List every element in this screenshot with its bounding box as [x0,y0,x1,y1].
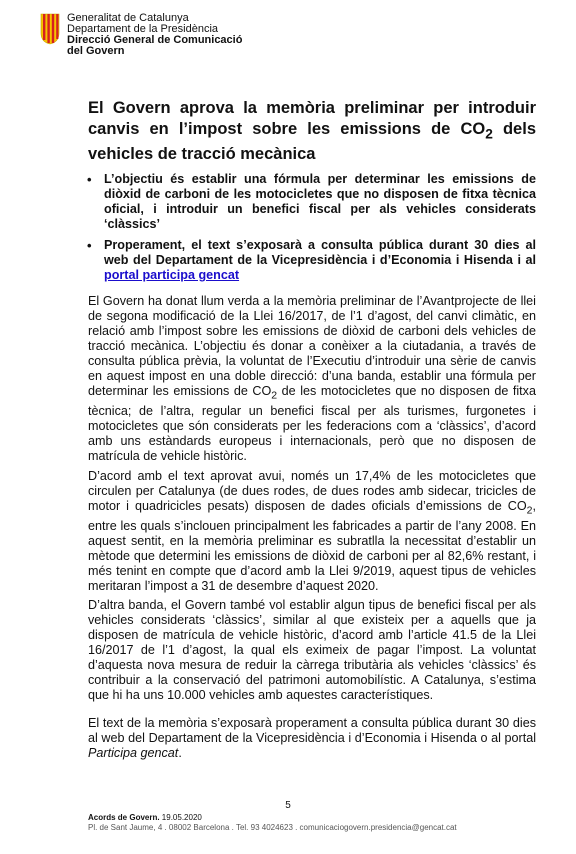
letterhead [40,13,242,57]
directorate-name-line1: Direcció General de Comunicació [67,34,243,46]
highlight-text: L’objectiu és establir una fórmula per determinar les emissions de diòxid de carboni de les motocicletes que no disposen de fitxa tècnica oficial, i introduir un benefici fiscal per als vehicles considerats ‘clàssics’ [104,172,536,231]
org-name: Generalitat de Catalunya [67,12,189,24]
subscript: 2 [271,389,278,402]
footer-date: 19.05.2020 [159,813,202,822]
body-paragraph: D’altra banda, el Govern també vol establir algun tipus de benefici fiscal per als vehicles considerats ‘clàssics’, similar al que existeix per a aquells que ja disposen de matrícula de vehicle històric, d’acord amb l’article 41.5 de la Llei 16/2017 de l’1 d’agost, la qual els eximeix de pagar l’impost. La voluntat d’aquesta nova mesura de reduir la càrrega tributària als vehicles ‘clàssics’ és contribuir a la conservació del patrimoni automobilístic. A Catalunya, s’estima que hi ha uns 10.000 vehicles amb aquestes característiques. [88,598,536,702]
body-paragraph [88,716,536,761]
portal-name: Participa gencat [88,746,179,760]
body-paragraph [88,294,536,464]
paragraph-text: de les motocicletes que no disposen de fitxa tècnica; de l’altra, regular un benefici fiscal per als turismes, furgonetes i motocicletes que són considerats per les federacions com a ‘clàssics’, d’acord amb uns estàndards europeus i internacionals, però que no disposen de matrícula de vehicle històric. [88,384,536,463]
highlight-text: Properament, el text s’exposarà a consulta pública durant 30 dies al web del Departament de la Vicepresidència i d’Economia i Hisenda i al [104,238,536,267]
press-release-title [88,98,536,165]
portal-participa-link[interactable]: portal participa gencat [104,268,240,282]
title-subscript: 2 [485,126,493,142]
highlight-item [104,172,536,232]
footer-section-title: Acords de Govern. [88,813,160,822]
body-paragraph [88,469,536,594]
paragraph-text: , entre les quals s’inclouen principalment les fabricades a partir de l’any 2008. En aquest sentit, en la memòria preliminar es subratlla la necessitat d’establir un mètode que determini les emissions de diòxid de carboni per al 82,6% restant, i més tenint en compte que d’acord amb la Llei 9/2019, aquest tipus de vehicles meritaran l’impost a 31 de desembre d’aquest 2020. [88,499,536,593]
department-name: Departament de la Presidència [67,23,219,35]
directorate-name-line2: del Govern [67,45,125,57]
page-footer [88,813,457,833]
paragraph-text: D’acord amb el text aprovat avui, només un 17,4% de les motocicletes que circulen per Catalunya (de dues rodes, de dues rodes amb sidecar, tricicles de motor i quadricicles pesats) disposen de dades oficials d’emissions de CO [88,469,536,513]
title-text-end: dels vehicles de tracció mecànica [88,120,536,164]
paragraph-text: . [178,746,182,760]
highlight-item [104,238,536,283]
page-number: 5 [285,800,291,811]
highlights-list [104,172,536,289]
subscript: 2 [526,504,533,517]
footer-contact: Pl. de Sant Jaume, 4 . 08002 Barcelona . Tel. 93 4024623 . comunicaciogovern.presidencia@gencat.cat [88,823,457,832]
generalitat-logo-icon [40,13,60,45]
title-text: El Govern aprova la memòria preliminar per introduir canvis en l’impost sobre les emissions de CO [88,99,536,138]
paragraph-text: El text de la memòria s’exposarà properament a consulta pública durant 30 dies al web del Departament de la Vicepresidència i d’Economia i Hisenda o al portal [88,716,536,745]
paragraph-text: El Govern ha donat llum verda a la memòria preliminar de l’Avantprojecte de llei de segona modificació de la Llei 16/2017, de l’1 d’agost, del canvi climàtic, en relació amb l’impost sobre les emissions de diòxid de carboni dels vehicles de tracció mecànica. L’objectiu és donar a conèixer a la ciutadania, a través de consulta pública prèvia, la voluntat de l’Executiu d’introduir una sèrie de canvis en aquest impost en una doble direcció: d’una banda, establir una fórmula per determinar les emissions de CO [88,294,536,398]
